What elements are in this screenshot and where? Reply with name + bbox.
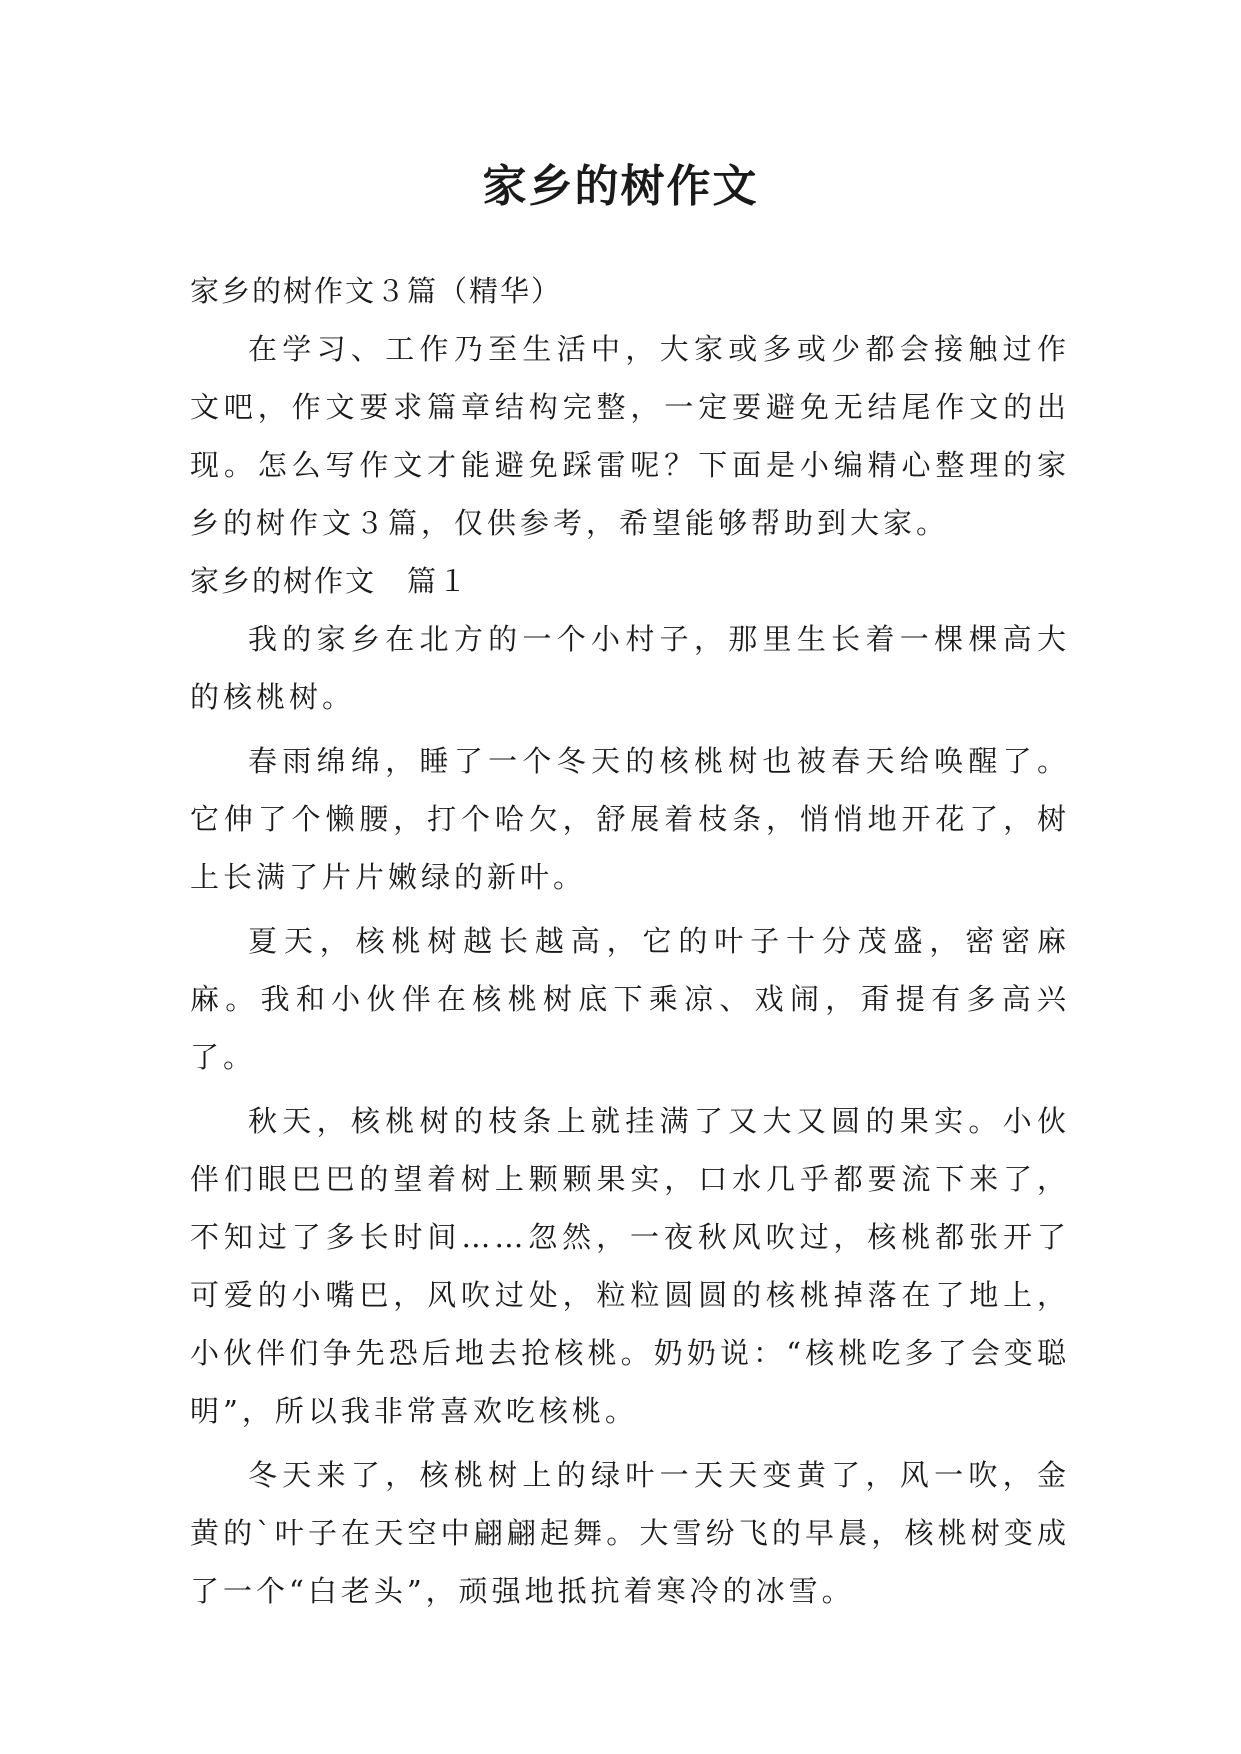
document-subtitle: 家乡的树作文３篇（精华） xyxy=(190,274,563,308)
body-paragraph: 春雨绵绵，睡了一个冬天的核桃树也被春天给唤醒了。它伸了个懒腰，打个哈欠，舒展着枝条，悄悄地开花了，树上长满了片片嫩绿的新叶。 xyxy=(190,744,1070,894)
body-paragraph: 秋天，核桃树的枝条上就挂满了又大又圆的果实。小伙伴们眼巴巴的望着树上颗颗果实，口水几乎都要流下来了，不知过了多长时间……忽然，一夜秋风吹过，核桃都张开了可爱的小嘴巴，风吹过处，粒粒圆圆的核桃掉落在了地上，小伙伴们争先恐后地去抢核桃。奶奶说：“核桃吃多了会变聪明”，所以我非常喜欢吃核桃。 xyxy=(190,1104,1070,1428)
document-title: 家乡的树作文 xyxy=(482,161,759,212)
body-paragraph: 冬天来了，核桃树上的绿叶一天天变黄了，风一吹，金黄的`叶子在天空中翩翩起舞。大雪纷飞的早晨，核桃树变成了一个“白老头”，顽强地抵抗着寒冷的冰雪。 xyxy=(190,1458,1070,1608)
body-paragraph: 我的家乡在北方的一个小村子，那里生长着一棵棵高大的核桃树。 xyxy=(190,622,1070,714)
section-heading: 家乡的树作文 篇１ xyxy=(190,564,470,598)
body-paragraph: 夏天，核桃树越长越高，它的叶子十分茂盛，密密麻麻。我和小伙伴在核桃树底下乘凉、戏闹，甭提有多高兴了。 xyxy=(190,924,1070,1074)
document-body xyxy=(190,262,1070,1620)
intro-paragraph: 在学习、工作乃至生活中，大家或多或少都会接触过作文吧，作文要求篇章结构完整，一定要避免无结尾作文的出现。怎么写作文才能避免踩雷呢？下面是小编精心整理的家乡的树作文３篇，仅供参考，希望能够帮助到大家。 xyxy=(190,332,1070,540)
